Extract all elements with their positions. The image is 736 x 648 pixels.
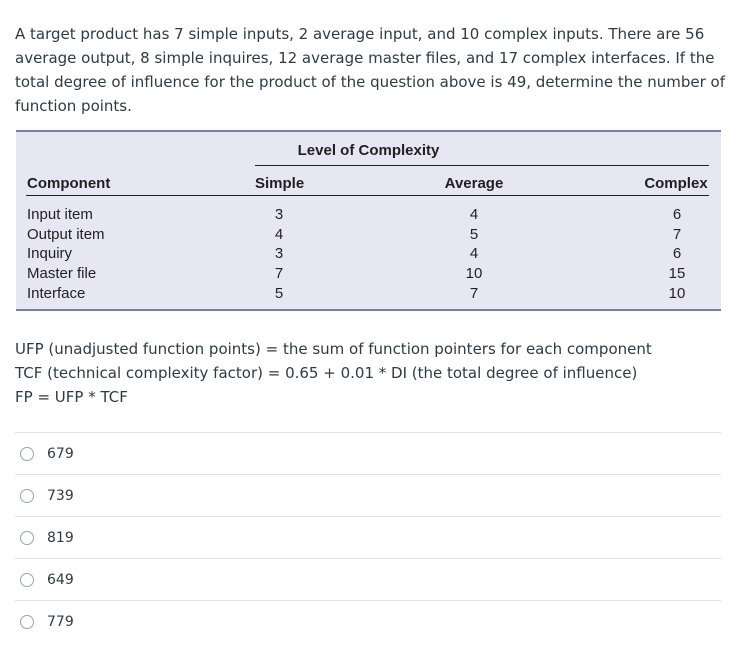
radio-button[interactable] xyxy=(20,531,34,545)
ufp-formula: UFP (unadjusted function points) = the sum of function pointers for each component xyxy=(15,340,652,358)
table-cell-component: Master file xyxy=(27,265,97,283)
table-cell-simple: 3 xyxy=(274,206,284,223)
table-cell-complex: 15 xyxy=(668,265,686,283)
radio-button[interactable] xyxy=(20,489,34,503)
answer-option-label[interactable]: 739 xyxy=(47,487,74,504)
answer-option[interactable] xyxy=(15,600,721,642)
table-cell-complex: 6 xyxy=(672,206,682,223)
average-column xyxy=(454,205,494,304)
simple-column-header: Simple xyxy=(255,175,305,192)
answer-option[interactable] xyxy=(15,432,721,474)
answer-option[interactable] xyxy=(15,558,721,600)
table-cell-complex: 10 xyxy=(668,284,686,302)
table-cell-average: 5 xyxy=(469,225,479,243)
table-cell-complex: 7 xyxy=(672,225,682,243)
table-cell-average: 4 xyxy=(469,245,479,263)
radio-button[interactable] xyxy=(20,573,34,587)
table-cell-component: Inquiry xyxy=(27,245,73,263)
answer-option-label[interactable]: 679 xyxy=(47,445,74,462)
level-of-complexity-header: Level of Complexity xyxy=(297,142,440,159)
answer-option-label[interactable]: 819 xyxy=(47,529,74,546)
simple-column xyxy=(259,205,299,304)
formula-block xyxy=(15,337,652,409)
radio-button[interactable] xyxy=(20,615,34,629)
table-cell-simple: 3 xyxy=(274,245,284,263)
table-cell-average: 7 xyxy=(469,284,479,302)
complex-column xyxy=(657,205,697,304)
component-column-header: Component xyxy=(27,175,111,192)
group-header-rule xyxy=(255,165,709,166)
table-cell-complex: 6 xyxy=(672,245,682,263)
radio-button[interactable] xyxy=(20,447,34,461)
table-cell-component: Output item xyxy=(27,225,105,243)
table-cell-simple: 5 xyxy=(274,284,284,302)
table-cell-average: 4 xyxy=(469,206,479,223)
table-cell-average: 10 xyxy=(465,265,483,283)
complexity-table xyxy=(16,130,721,311)
component-column xyxy=(27,205,105,304)
table-cell-component: Input item xyxy=(27,206,93,223)
fp-formula: FP = UFP * TCF xyxy=(15,388,128,406)
table-cell-simple: 4 xyxy=(274,225,284,243)
table-cell-component: Interface xyxy=(27,284,86,302)
average-column-header: Average xyxy=(444,175,504,192)
question-text: A target product has 7 simple inputs, 2 average input, and 10 complex inputs. There are 56 average output, 8 simple inquires, 12 average master files, and 17 complex interfaces. If the total degree of influence for the product of the question above is 49, determine the number of function points. xyxy=(15,25,725,115)
answer-option-label[interactable]: 649 xyxy=(47,571,74,588)
column-header-rule xyxy=(26,195,709,196)
answer-option-label[interactable]: 779 xyxy=(47,613,74,630)
tcf-formula: TCF (technical complexity factor) = 0.65 + 0.01 * DI (the total degree of influence) xyxy=(15,364,638,382)
answer-options xyxy=(15,432,721,642)
answer-option[interactable] xyxy=(15,474,721,516)
complex-column-header: Complex xyxy=(644,175,708,192)
table-cell-simple: 7 xyxy=(274,265,284,283)
answer-option[interactable] xyxy=(15,516,721,558)
